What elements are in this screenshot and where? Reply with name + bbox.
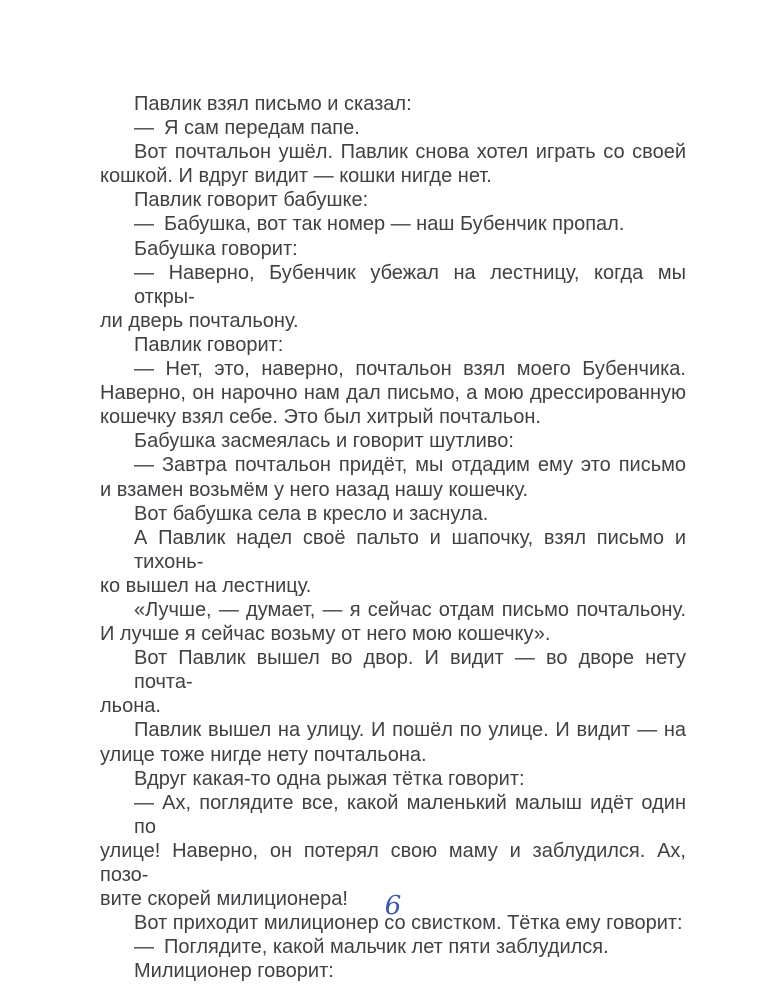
paragraph [100,767,686,791]
paragraph [100,453,686,501]
text-line: — Ах, поглядите все, какой маленький малыш идёт один по [134,791,686,838]
text-line: улице! Наверно, он потерял свою маму и заблудился. Ах, позо- [100,839,686,886]
text-line: Вот почтальон ушёл. Павлик снова хотел играть со своей [134,141,686,164]
story-text [100,92,686,983]
text-line: Вот бабушка села в кресло и заснула. [134,502,489,525]
text-line: ли дверь почтальону. [100,309,299,332]
text-line: Вдруг какая-то одна рыжая тётка говорит: [134,767,525,790]
paragraph [100,526,686,598]
paragraph [100,959,686,983]
text-line: Вот Павлик вышел во двор. И видит — во дворе нету почта- [134,647,686,694]
text-line: — Поглядите, какой мальчик лет пяти заблудился. [134,936,609,959]
text-line: А Павлик надел своё пальто и шапочку, взял письмо и тихонь- [134,526,686,573]
paragraph [100,188,686,212]
text-line: и взамен возьмём у него назад нашу кошечку. [100,478,529,501]
text-line: — Наверно, Бубенчик убежал на лестницу, когда мы откры- [134,261,686,308]
text-line: — Бабушка, вот так номер — наш Бубенчик пропал. [134,213,625,236]
text-line: — Я сам передам папе. [134,117,360,140]
text-line: — Завтра почтальон придёт, мы отдадим ему это письмо [134,454,686,477]
text-line: ко вышел на лестницу. [100,574,312,597]
text-line: Павлик вышел на улицу. И пошёл по улице. И видит — на [134,719,686,742]
page-number: 6 [384,891,402,921]
paragraph [100,237,686,261]
paragraph [100,646,686,718]
paragraph [100,598,686,646]
text-line: Бабушка говорит: [134,237,298,260]
text-line: кошкой. И вдруг видит — кошки нигде нет. [100,165,492,188]
text-line: Павлик говорит бабушке: [134,189,369,212]
paragraph [100,116,686,140]
text-line: — Нет, это, наверно, почтальон взял моего Бубенчика. [134,358,686,381]
paragraph [100,718,686,766]
text-line: Бабушка засмеялась и говорит шутливо: [134,430,514,453]
text-line: «Лучше, — думает, — я сейчас отдам письмо почтальону. [134,598,686,621]
paragraph [100,429,686,453]
text-line: улице тоже нигде нету почтальона. [100,743,427,766]
text-line: И лучше я сейчас возьму от него мою кошечку». [100,623,551,646]
paragraph [100,212,686,236]
text-line: кошечку взял себе. Это был хитрый почтальон. [100,406,541,429]
text-line: льона. [100,695,161,718]
paragraph [100,92,686,116]
paragraph [100,261,686,333]
text-line: Наверно, он нарочно нам дал письмо, а мою дрессированную [100,382,686,405]
paragraph [100,935,686,959]
text-line: Павлик говорит: [134,333,284,356]
text-line: вите скорей милиционера! [100,888,348,911]
paragraph [100,333,686,357]
text-line: Павлик взял письмо и сказал: [134,93,412,115]
text-line: Милиционер говорит: [134,960,334,983]
text-line: Вот приходит милиционер со свистком. Тётка ему говорит: [134,912,683,935]
paragraph [100,357,686,429]
paragraph [100,140,686,188]
paragraph [100,502,686,526]
